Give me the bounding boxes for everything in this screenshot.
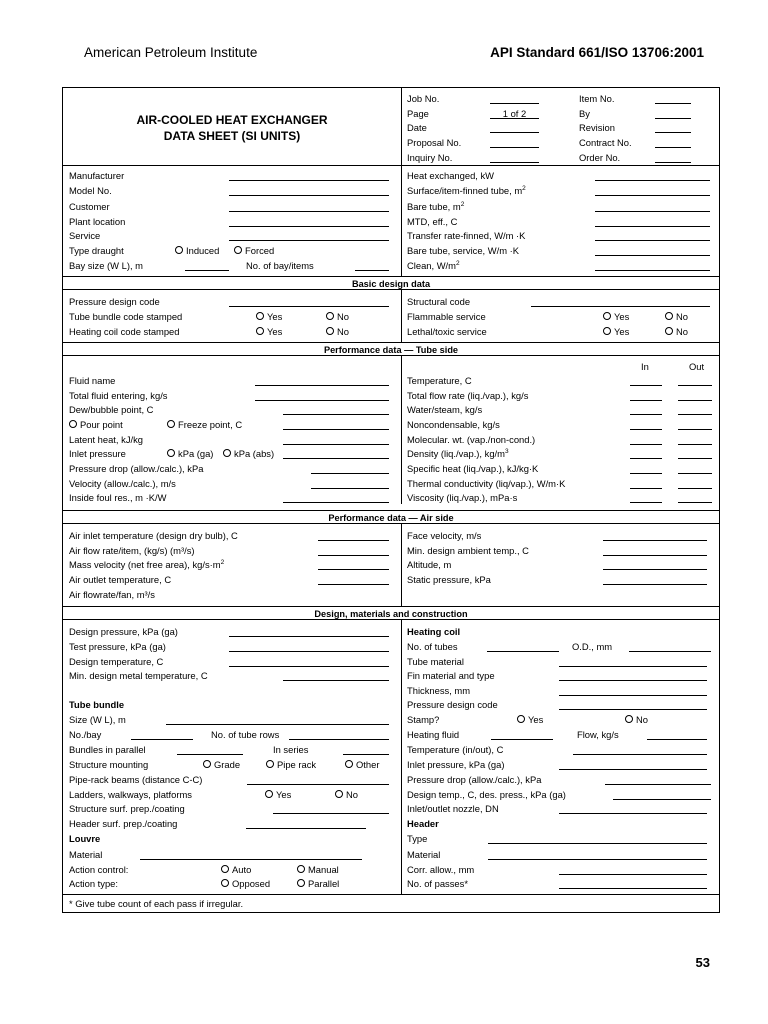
radio-circle-icon	[175, 246, 183, 254]
tube-side-band: Performance data — Tube side	[63, 342, 719, 356]
clean-label: Clean, $W/m^2$	[407, 259, 460, 271]
tube-material-label: Tube material	[407, 656, 464, 667]
molwt-in-field[interactable]	[630, 434, 662, 445]
radio-circle-icon	[221, 865, 229, 873]
tube-rows-label: No. of tube rows	[211, 729, 280, 740]
water-in-field[interactable]	[630, 404, 662, 415]
pressure-code-label: Pressure design code	[69, 296, 160, 307]
header-type-field[interactable]	[488, 833, 707, 844]
density-label: Density (liq./vap.), $kg/m^3$	[407, 447, 509, 459]
pipe-rack-beams-label: Pipe-rack beams (distance C-C)	[69, 774, 203, 785]
bundles-parallel-label: Bundles in parallel	[69, 744, 146, 755]
flammable-no-radio[interactable]: No	[665, 311, 688, 322]
spheat-out-field[interactable]	[678, 463, 712, 474]
no-bay-field[interactable]	[131, 729, 193, 740]
inside-foul-field[interactable]	[283, 492, 389, 503]
air-outlet-temp-field[interactable]	[318, 574, 389, 585]
bay-size-label: Bay size (W L), m	[69, 260, 143, 271]
dew-bubble-label: Dew/bubble point, C	[69, 404, 154, 415]
radio-circle-icon	[297, 879, 305, 887]
surface-finned-label: Surface/item-finned tube, $m^2$	[407, 184, 526, 196]
stamp-yes-radio[interactable]: Yes	[517, 714, 543, 725]
thickness-field[interactable]	[559, 685, 707, 696]
tube-rows-field[interactable]	[289, 729, 389, 740]
total-flow-label: Total flow rate (liq./vap.), kg/s	[407, 390, 529, 401]
velocity-field[interactable]	[311, 478, 389, 489]
velocity-label: Velocity (allow./calc.), m/s	[69, 478, 176, 489]
contract-no-label: Contract No.	[579, 137, 632, 148]
mtd-label: MTD, eff., C	[407, 216, 458, 227]
stamp-label: Stamp?	[407, 714, 440, 725]
temp-in-out-label: Temperature (in/out), C	[407, 744, 504, 755]
min-metal-temp-field[interactable]	[283, 670, 389, 681]
contract-no-field[interactable]	[655, 137, 691, 148]
surface-finned-field[interactable]	[595, 185, 710, 196]
forced-radio[interactable]: Forced	[234, 245, 274, 256]
radio-circle-icon	[256, 312, 264, 320]
thermal-in-field[interactable]	[630, 478, 662, 489]
header-type-label: Type	[407, 833, 428, 844]
nozzle-field[interactable]	[559, 803, 707, 814]
pipe-rack-beams-field[interactable]	[247, 774, 389, 785]
page-label: Page	[407, 108, 429, 119]
design-pressure-field[interactable]	[229, 626, 389, 637]
service-label: Service	[69, 230, 101, 241]
ladders-no-radio[interactable]: No	[335, 789, 358, 800]
no-tubes-field[interactable]	[487, 641, 559, 652]
visc-in-field[interactable]	[630, 492, 662, 503]
kpa-abs-radio[interactable]: kPa (abs)	[223, 448, 274, 459]
no-passes-label: No. of passes*	[407, 878, 468, 889]
lethal-no-radio[interactable]: No	[665, 326, 688, 337]
tube-material-field[interactable]	[559, 656, 707, 667]
header-surf-field[interactable]	[246, 818, 366, 829]
other-radio[interactable]: Other	[345, 759, 379, 770]
pour-freeze-field[interactable]	[283, 419, 389, 430]
specific-heat-label: Specific heat (liq./vap.), kJ/kg·K	[407, 463, 539, 474]
altitude-label: Altitude, m	[407, 559, 452, 570]
air-inlet-temp-field[interactable]	[318, 530, 389, 541]
air-flow-rate-label: Air flow rate/item, (kg/s) (m³/s)	[69, 545, 195, 556]
total-fluid-field[interactable]	[255, 390, 389, 401]
lethal-yes-radio[interactable]: Yes	[603, 326, 629, 337]
mass-velocity-field[interactable]	[318, 559, 389, 570]
fluid-name-label: Fluid name	[69, 375, 116, 386]
radio-circle-icon	[665, 312, 673, 320]
kpa-ga-radio[interactable]: kPa (ga)	[167, 448, 213, 459]
ladders-yes-radio[interactable]: Yes	[265, 789, 291, 800]
no-bay-items-field[interactable]	[355, 260, 389, 271]
test-pressure-label: Test pressure, kPa (ga)	[69, 641, 166, 652]
noncond-out-field[interactable]	[678, 419, 712, 430]
thermal-out-field[interactable]	[678, 478, 712, 489]
radio-circle-icon	[603, 312, 611, 320]
heat-exchanged-label: Heat exchanged, kW	[407, 170, 495, 181]
plant-location-label: Plant location	[69, 216, 126, 227]
order-no-field[interactable]	[655, 152, 691, 163]
model-no-field[interactable]	[229, 185, 389, 196]
air-flow-rate-field[interactable]	[318, 545, 389, 556]
hc-pressure-drop-label: Pressure drop (allow./calc.), kPa	[407, 774, 542, 785]
min-ambient-label: Min. design ambient temp., C	[407, 545, 529, 556]
no-passes-field[interactable]	[559, 878, 707, 889]
freeze-point-radio[interactable]: Freeze point, C	[167, 419, 242, 430]
auto-radio[interactable]: Auto	[221, 864, 251, 875]
radio-circle-icon	[326, 312, 334, 320]
air-side-band: Performance data — Air side	[63, 510, 719, 524]
header-material-label: Material	[407, 849, 441, 860]
in-series-label: In series	[273, 744, 309, 755]
dew-bubble-field[interactable]	[283, 404, 389, 415]
flammable-label: Flammable service	[407, 311, 486, 322]
proposal-no-field[interactable]	[490, 137, 539, 148]
pressure-code-field[interactable]	[229, 296, 389, 307]
organization-name: American Petroleum Institute	[84, 45, 258, 60]
sheet-title-line2: DATA SHEET (SI UNITS)	[163, 129, 301, 143]
revision-field[interactable]	[655, 122, 691, 133]
tube-bundle-yes-radio[interactable]: Yes	[256, 311, 282, 322]
louvre-material-label: Material	[69, 849, 103, 860]
footnote: * Give tube count of each pass if irregular.	[69, 898, 244, 909]
temp-in-field[interactable]	[630, 375, 662, 386]
nozzle-label: Inlet/outlet nozzle, DN	[407, 803, 499, 814]
radio-circle-icon	[167, 449, 175, 457]
altitude-field[interactable]	[603, 559, 707, 570]
standard-number: API Standard 661/ISO 13706:2001	[490, 45, 704, 60]
date-label: Date	[407, 122, 427, 133]
date-field[interactable]	[490, 122, 539, 133]
radio-circle-icon	[234, 246, 242, 254]
header-heading: Header	[407, 818, 439, 829]
fin-material-field[interactable]	[559, 670, 707, 681]
sheet-title-line1: AIR-COOLED HEAT EXCHANGER	[136, 113, 328, 127]
in-series-field[interactable]	[343, 744, 389, 755]
manufacturer-label: Manufacturer	[69, 170, 125, 181]
louvre-material-field[interactable]	[140, 849, 362, 860]
flammable-yes-radio[interactable]: Yes	[603, 311, 629, 322]
corr-allow-label: Corr. allow., mm	[407, 864, 475, 875]
inlet-pressure-label: Inlet pressure	[69, 448, 126, 459]
bare-tube-service-label: Bare tube, service, W/m ·K	[407, 245, 520, 256]
design-pressure-label: Design pressure, kPa (ga)	[69, 626, 178, 637]
pour-point-radio[interactable]: Pour point	[69, 419, 123, 430]
header-surf-label: Header surf. prep./coating	[69, 818, 178, 829]
face-velocity-field[interactable]	[603, 530, 707, 541]
radio-circle-icon	[326, 327, 334, 335]
mol-wt-label: Molecular. wt. (vap./non-cond.)	[407, 434, 536, 445]
heat-exchanged-field[interactable]	[595, 170, 710, 181]
job-no-label: Job No.	[407, 93, 440, 104]
od-field[interactable]	[629, 641, 711, 652]
radio-circle-icon	[517, 715, 525, 723]
customer-field[interactable]	[229, 201, 389, 212]
flow-field[interactable]	[647, 729, 707, 740]
size-label: Size (W L), m	[69, 714, 126, 725]
radio-circle-icon	[256, 327, 264, 335]
od-label: O.D., mm	[572, 641, 613, 652]
bare-tube-service-field[interactable]	[595, 245, 710, 256]
data-sheet	[62, 87, 720, 913]
bare-tube-field[interactable]	[595, 201, 710, 212]
no-bay-items-label: No. of bay/items	[246, 260, 314, 271]
radio-circle-icon	[603, 327, 611, 335]
manual-radio[interactable]: Manual	[297, 864, 339, 875]
structural-code-field[interactable]	[531, 296, 710, 307]
heating-fluid-field[interactable]	[491, 729, 553, 740]
design-temp-press-label: Design temp., C, des. press., kPa (ga)	[407, 789, 566, 800]
heating-coil-heading: Heating coil	[407, 626, 461, 637]
pipe-rack-radio[interactable]: Pipe rack	[266, 759, 316, 770]
flow-out-field[interactable]	[678, 390, 712, 401]
pressure-drop-label: Pressure drop (allow./calc.), kPa	[69, 463, 204, 474]
basic-design-band: Basic design data	[63, 276, 719, 290]
customer-label: Customer	[69, 201, 110, 212]
thickness-label: Thickness, mm	[407, 685, 471, 696]
mass-velocity-label: Mass velocity (net free area), $kg/s\cdot m^2$	[69, 558, 225, 570]
hc-inlet-pressure-label: Inlet pressure, kPa (ga)	[407, 759, 505, 770]
no-bay-label: No./bay	[69, 729, 102, 740]
manufacturer-field[interactable]	[229, 170, 389, 181]
heating-coil-no-radio[interactable]: No	[326, 326, 349, 337]
page-number: 53	[695, 955, 710, 970]
transfer-rate-label: Transfer rate-finned, W/m ·K	[407, 230, 526, 241]
inquiry-no-label: Inquiry No.	[407, 152, 453, 163]
service-field[interactable]	[229, 230, 389, 241]
proposal-no-label: Proposal No.	[407, 137, 462, 148]
pressure-drop-field[interactable]	[311, 463, 389, 474]
density-in-field[interactable]	[630, 448, 662, 459]
hc-pressure-drop-field[interactable]	[605, 774, 711, 785]
min-metal-temp-label: Min. design metal temperature, C	[69, 670, 208, 681]
thermal-cond-label: Thermal conductivity (liq/vap.), W/m·K	[407, 478, 566, 489]
inquiry-no-field[interactable]	[490, 152, 539, 163]
in-header: In	[641, 361, 649, 372]
out-header: Out	[689, 361, 705, 372]
type-draught-label: Type draught	[69, 245, 124, 256]
air-outlet-temp-label: Air outlet temperature, C	[69, 574, 172, 585]
fluid-name-field[interactable]	[255, 375, 389, 386]
order-no-label: Order No.	[579, 152, 621, 163]
fin-material-label: Fin material and type	[407, 670, 495, 681]
structure-mounting-label: Structure mounting	[69, 759, 149, 770]
heating-coil-yes-radio[interactable]: Yes	[256, 326, 282, 337]
temp-out-field[interactable]	[678, 375, 712, 386]
tube-bundle-no-radio[interactable]: No	[326, 311, 349, 322]
action-type-label: Action type:	[69, 878, 118, 889]
radio-circle-icon	[69, 420, 77, 428]
no-tubes-label: No. of tubes	[407, 641, 458, 652]
corr-allow-field[interactable]	[559, 864, 707, 875]
radio-circle-icon	[345, 760, 353, 768]
revision-label: Revision	[579, 122, 615, 133]
opposed-radio[interactable]: Opposed	[221, 878, 270, 889]
stamp-no-radio[interactable]: No	[625, 714, 648, 725]
test-pressure-field[interactable]	[229, 641, 389, 652]
bare-tube-label: Bare tube, $m^2$	[407, 200, 465, 212]
header-material-field[interactable]	[488, 849, 707, 860]
parallel-radio[interactable]: Parallel	[297, 878, 339, 889]
item-no-field[interactable]	[655, 93, 691, 104]
viscosity-label: Viscosity (liq./vap.), mPa·s	[407, 492, 518, 503]
latent-heat-label: Latent heat, kJ/kg	[69, 434, 144, 445]
temp-in-out-field[interactable]	[573, 744, 707, 755]
density-out-field[interactable]	[678, 448, 712, 459]
visc-out-field[interactable]	[678, 492, 712, 503]
flow-label: Flow, kg/s	[577, 729, 619, 740]
radio-circle-icon	[335, 790, 343, 798]
static-pressure-field[interactable]	[603, 574, 707, 585]
ladders-label: Ladders, walkways, platforms	[69, 789, 192, 800]
by-label: By	[579, 108, 590, 119]
air-flowrate-fan-label: Air flowrate/fan, m³/s	[69, 589, 155, 600]
plant-location-field[interactable]	[229, 216, 389, 227]
induced-radio[interactable]: Induced	[175, 245, 219, 256]
tube-bundle-stamped-label: Tube bundle code stamped	[69, 311, 183, 322]
static-pressure-label: Static pressure, kPa	[407, 574, 491, 585]
item-no-label: Item No.	[579, 93, 615, 104]
heating-coil-stamped-label: Heating coil code stamped	[69, 326, 180, 337]
mtd-field[interactable]	[595, 216, 710, 227]
clean-field[interactable]	[595, 260, 710, 271]
min-ambient-field[interactable]	[603, 545, 707, 556]
noncondensable-label: Noncondensable, kg/s	[407, 419, 500, 430]
design-temp-field[interactable]	[229, 656, 389, 667]
total-fluid-label: Total fluid entering, kg/s	[69, 390, 168, 401]
spheat-in-field[interactable]	[630, 463, 662, 474]
structure-surf-label: Structure surf. prep./coating	[69, 803, 185, 814]
structure-surf-field[interactable]	[273, 803, 389, 814]
flow-in-field[interactable]	[630, 390, 662, 401]
design-band: Design, materials and construction	[63, 606, 719, 620]
design-temp-label: Design temperature, C	[69, 656, 164, 667]
water-steam-label: Water/steam, kg/s	[407, 404, 483, 415]
radio-circle-icon	[265, 790, 273, 798]
radio-circle-icon	[221, 879, 229, 887]
inside-foul-label: Inside foul res., m ·K/W	[69, 492, 167, 503]
air-inlet-temp-label: Air inlet temperature (design dry bulb), C	[69, 530, 238, 541]
model-no-label: Model No.	[69, 185, 112, 196]
temperature-label: Temperature, C	[407, 375, 472, 386]
radio-circle-icon	[167, 420, 175, 428]
tube-bundle-heading: Tube bundle	[69, 699, 125, 710]
grade-radio[interactable]: Grade	[203, 759, 240, 770]
radio-circle-icon	[266, 760, 274, 768]
louvre-heading: Louvre	[69, 833, 101, 844]
heating-fluid-label: Heating fluid	[407, 729, 460, 740]
hc-inlet-pressure-field[interactable]	[559, 759, 707, 770]
bundles-parallel-field[interactable]	[177, 744, 243, 755]
page-value: 1 of 2	[490, 108, 539, 119]
hc-pressure-code-field[interactable]	[559, 699, 707, 710]
inlet-pressure-field[interactable]	[283, 448, 389, 459]
action-control-label: Action control:	[69, 864, 129, 875]
molwt-out-field[interactable]	[678, 434, 712, 445]
face-velocity-label: Face velocity, m/s	[407, 530, 482, 541]
lethal-label: Lethal/toxic service	[407, 326, 487, 337]
latent-heat-field[interactable]	[283, 434, 389, 445]
noncond-in-field[interactable]	[630, 419, 662, 430]
hc-pressure-code-label: Pressure design code	[407, 699, 498, 710]
radio-circle-icon	[203, 760, 211, 768]
radio-circle-icon	[665, 327, 673, 335]
design-temp-press-field[interactable]	[613, 789, 711, 800]
size-field[interactable]	[166, 714, 389, 725]
water-out-field[interactable]	[678, 404, 712, 415]
structural-code-label: Structural code	[407, 296, 471, 307]
transfer-rate-field[interactable]	[595, 230, 710, 241]
radio-circle-icon	[625, 715, 633, 723]
radio-circle-icon	[223, 449, 231, 457]
by-field[interactable]	[655, 108, 691, 119]
bay-size-field[interactable]	[185, 260, 229, 271]
job-no-field[interactable]	[490, 93, 539, 104]
radio-circle-icon	[297, 865, 305, 873]
